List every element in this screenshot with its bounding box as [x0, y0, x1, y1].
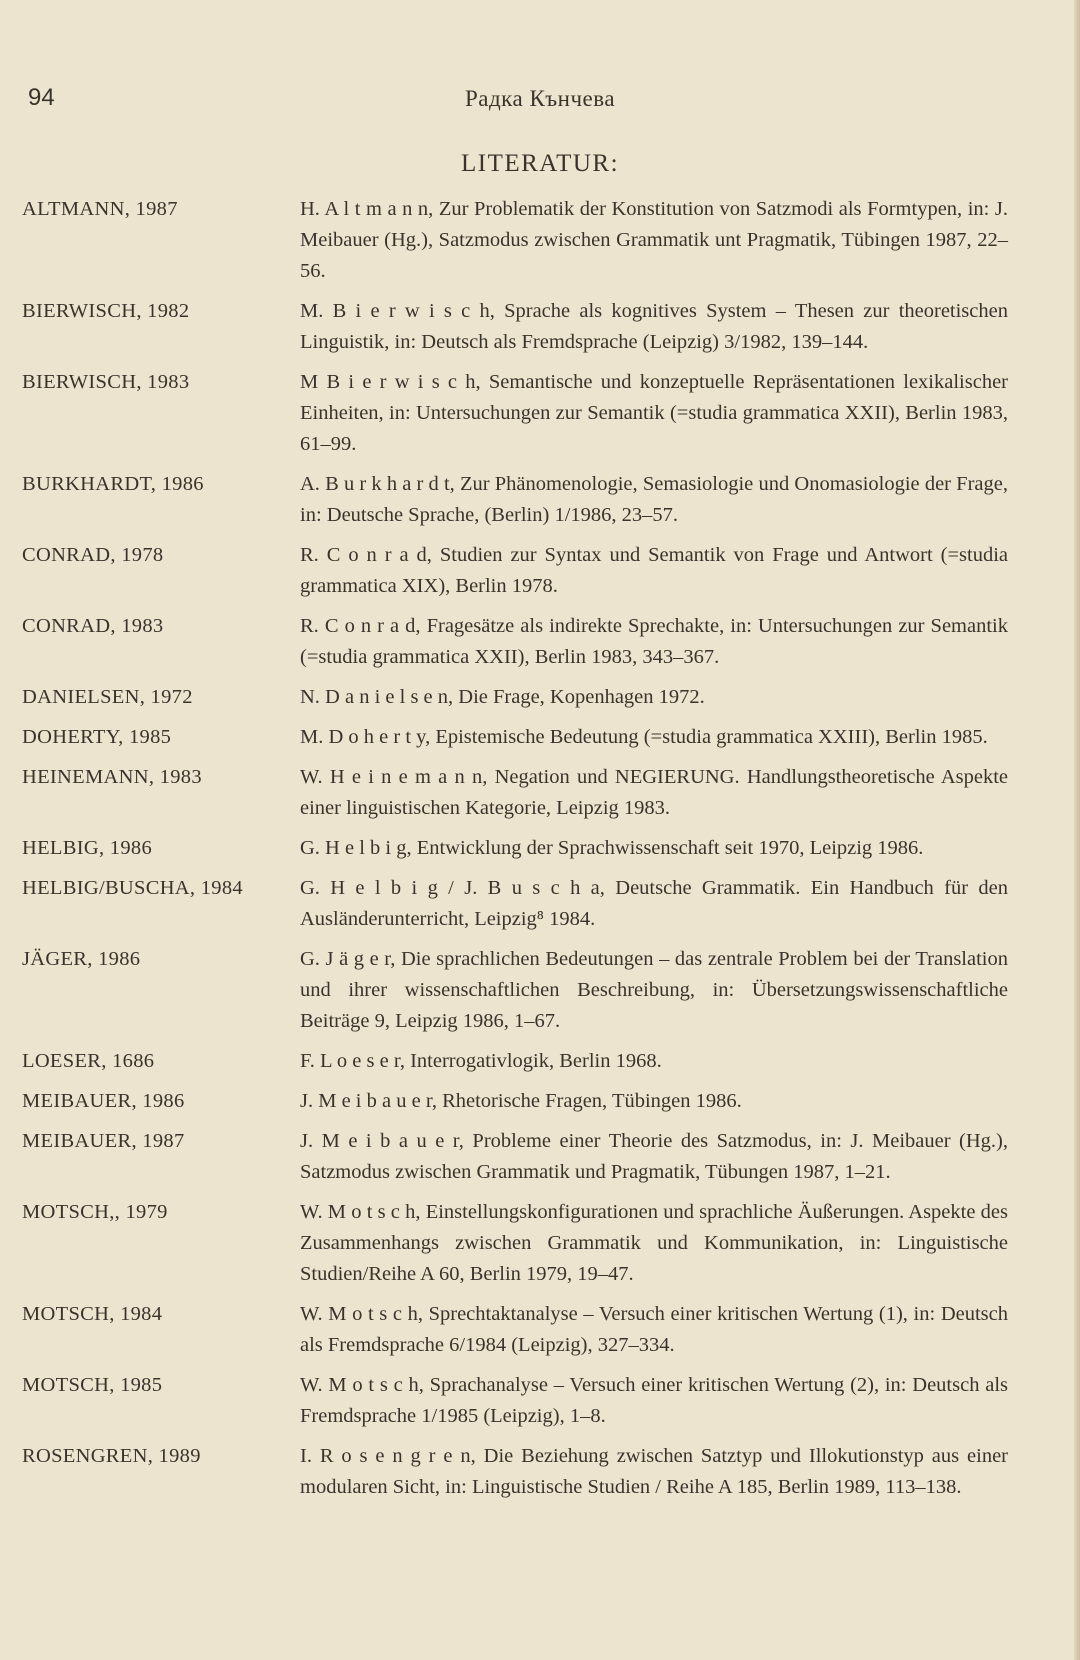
- bibliography-entry: [0, 611, 1080, 673]
- page-edge-shadow: [1074, 0, 1080, 1660]
- entry-author: A. B u r k h a r d t,: [300, 473, 455, 495]
- entry-reference: [300, 762, 1008, 824]
- bibliography-entry: [0, 296, 1080, 358]
- entry-reference: [300, 540, 1008, 602]
- entry-reference: [300, 722, 1008, 753]
- entry-key: LOESER, 1686: [22, 1050, 155, 1072]
- entry-reference: [300, 1086, 1008, 1117]
- entry-text: Sprache als kognitives System – Thesen zur theoretischen Linguistik, in: Deutsch als Fremdsprache (Leipzig) 3/1982, 139–144.: [300, 300, 1008, 353]
- entry-author: J. M e i b a u e r,: [300, 1090, 437, 1112]
- entry-key: MOTSCH,, 1979: [22, 1201, 168, 1223]
- entry-author: W. M o t s c h,: [300, 1201, 421, 1223]
- entry-reference: [300, 1126, 1008, 1188]
- section-title: LITERATUR:: [460, 150, 620, 177]
- bibliography-entry: [0, 1086, 1080, 1117]
- entry-key: DANIELSEN, 1972: [22, 686, 193, 708]
- entry-author: M B i e r w i s c h,: [300, 371, 481, 393]
- entry-reference: [300, 296, 1008, 358]
- bibliography-entry: [0, 1370, 1080, 1432]
- running-head: Радка Кънчева: [464, 86, 616, 111]
- entry-text: Die Frage, Kopenhagen 1972.: [453, 686, 705, 708]
- entry-key: MOTSCH, 1984: [22, 1303, 163, 1325]
- entry-reference: [300, 1299, 1008, 1361]
- entry-author: G. H e l b i g,: [300, 837, 412, 859]
- entry-key: MOTSCH, 1985: [22, 1374, 163, 1396]
- bibliography-entry: [0, 1299, 1080, 1361]
- entry-author: W. H e i n e m a n n,: [300, 766, 488, 788]
- bibliography-list: [0, 194, 1080, 1512]
- entry-key: JÄGER, 1986: [22, 948, 141, 970]
- entry-author: R. C o n r a d,: [300, 615, 421, 637]
- bibliography-entry: [0, 833, 1080, 864]
- bibliography-entry: [0, 1046, 1080, 1077]
- entry-text: Probleme einer Theorie des Satzmodus, in: J. Meibauer (Hg.), Satzmodus zwischen Grammatik und Pragmatik, Tübungen 1987, 1–21.: [300, 1130, 1008, 1183]
- entry-text: Zur Phänomenologie, Semasiologie und Onomasiologie der Frage, in: Deutsche Sprache, (Berlin) 1/1986, 23–57.: [300, 473, 1008, 526]
- entry-text: Zur Problematik der Konstitution von Satzmodi als Formtypen, in: J. Meibauer (Hg.), Satzmodus zwischen Grammatik unt Pragmatik, Tübingen 1987, 22–56.: [300, 198, 1008, 282]
- entry-text: Rhetorische Fragen, Tübingen 1986.: [436, 1090, 742, 1112]
- entry-reference: [300, 1370, 1008, 1432]
- entry-key: ALTMANN, 1987: [22, 198, 178, 220]
- entry-reference: [300, 873, 1008, 935]
- bibliography-entry: [0, 1197, 1080, 1290]
- entry-key: BURKHARDT, 1986: [22, 473, 204, 495]
- bibliography-entry: [0, 367, 1080, 460]
- entry-key: HEINEMANN, 1983: [22, 766, 202, 788]
- entry-reference: [300, 1197, 1008, 1290]
- entry-text: Einstellungskonfigurationen und sprachliche Äußerungen. Aspekte des Zusammenhangs zwischen Grammatik und Kommunikation, in: Linguistische Studien/Reihe A 60, Berlin 1979, 19–47.: [300, 1201, 1008, 1285]
- entry-key: CONRAD, 1978: [22, 544, 164, 566]
- entry-author: M. B i e r w i s c h,: [300, 300, 495, 322]
- entry-reference: [300, 194, 1008, 287]
- entry-text: Fragesätze als indirekte Sprechakte, in: Untersuchungen zur Semantik (=studia grammatica XXII), Berlin 1983, 343–367.: [300, 615, 1008, 668]
- entry-reference: [300, 682, 1008, 713]
- entry-key: MEIBAUER, 1987: [22, 1130, 185, 1152]
- entry-text: Interrogativlogik, Berlin 1968.: [404, 1050, 662, 1072]
- entry-key: HELBIG, 1986: [22, 837, 153, 859]
- entry-author: H. A l t m a n n,: [300, 198, 434, 220]
- entry-text: Semantische und konzeptuelle Repräsentationen lexikalischer Einheiten, in: Untersuchungen zur Semantik (=studia grammatica XXII), Berlin 1983, 61–99.: [300, 371, 1008, 455]
- entry-author: I. R o s e n g r e n,: [300, 1445, 476, 1467]
- entry-author: R. C o n r a d,: [300, 544, 432, 566]
- entry-author: F. L o e s e r,: [300, 1050, 405, 1072]
- entry-reference: [300, 833, 1008, 864]
- entry-text: Studien zur Syntax und Semantik von Frage und Antwort (=studia grammatica XIX), Berlin 1978.: [300, 544, 1008, 597]
- entry-text: Sprechtaktanalyse – Versuch einer kritischen Wertung (1), in: Deutsch als Fremdsprache 6/1984 (Leipzig), 327–334.: [300, 1303, 1008, 1356]
- entry-text: Die sprachlichen Bedeutungen – das zentrale Problem bei der Translation und ihrer wissenschaftlichen Beschreibung, in: Übersetzungswissenschaftliche Beiträge 9, Leipzig 1986, 1–67.: [300, 948, 1008, 1032]
- entry-text: Negation und NEGIERUNG. Handlungstheoretische Aspekte einer linguistischen Kategorie, Leipzig 1983.: [300, 766, 1008, 819]
- bibliography-entry: [0, 944, 1080, 1037]
- entry-author: G. J ä g e r,: [300, 948, 396, 970]
- entry-author: M. D o h e r t y,: [300, 726, 431, 748]
- entry-key: HELBIG/BUSCHA, 1984: [22, 877, 243, 899]
- entry-key: BIERWISCH, 1982: [22, 300, 190, 322]
- entry-reference: [300, 1441, 1008, 1503]
- entry-key: MEIBAUER, 1986: [22, 1090, 185, 1112]
- entry-reference: [300, 1046, 1008, 1077]
- entry-reference: [300, 611, 1008, 673]
- entry-author: N. D a n i e l s e n,: [300, 686, 454, 708]
- entry-key: DOHERTY, 1985: [22, 726, 172, 748]
- entry-text: Deutsche Grammatik. Ein Handbuch für den Ausländerunterricht, Leipzig⁸ 1984.: [300, 877, 1009, 930]
- entry-reference: [300, 367, 1008, 460]
- entry-author: W. M o t s c h,: [300, 1374, 424, 1396]
- entry-key: BIERWISCH, 1983: [22, 371, 190, 393]
- bibliography-entry: [0, 722, 1080, 753]
- entry-reference: [300, 944, 1008, 1037]
- bibliography-entry: [0, 873, 1080, 935]
- bibliography-entry: [0, 540, 1080, 602]
- bibliography-entry: [0, 682, 1080, 713]
- bibliography-entry: [0, 762, 1080, 824]
- entry-author: J. M e i b a u e r,: [300, 1130, 464, 1152]
- bibliography-entry: [0, 1441, 1080, 1503]
- entry-text: Die Beziehung zwischen Satztyp und Illokutionstyp aus einer modularen Sicht, in: Linguistische Studien / Reihe A 185, Berlin 1989, 113–138.: [300, 1445, 1008, 1498]
- entry-key: CONRAD, 1983: [22, 615, 164, 637]
- entry-author: G. H e l b i g / J. B u s c h a,: [300, 877, 605, 899]
- entry-text: Epistemische Bedeutung (=studia grammatica XXIII), Berlin 1985.: [430, 726, 988, 748]
- entry-text: Entwicklung der Sprachwissenschaft seit 1970, Leipzig 1986.: [411, 837, 924, 859]
- page-number: 94: [28, 84, 55, 111]
- entry-reference: [300, 469, 1008, 531]
- entry-text: Sprachanalyse – Versuch einer kritischen Wertung (2), in: Deutsch als Fremdsprache 1/1985 (Leipzig), 1–8.: [300, 1374, 1008, 1427]
- entry-key: ROSENGREN, 1989: [22, 1445, 201, 1467]
- entry-author: W. M o t s c h,: [300, 1303, 423, 1325]
- bibliography-entry: [0, 194, 1080, 287]
- bibliography-entry: [0, 1126, 1080, 1188]
- bibliography-entry: [0, 469, 1080, 531]
